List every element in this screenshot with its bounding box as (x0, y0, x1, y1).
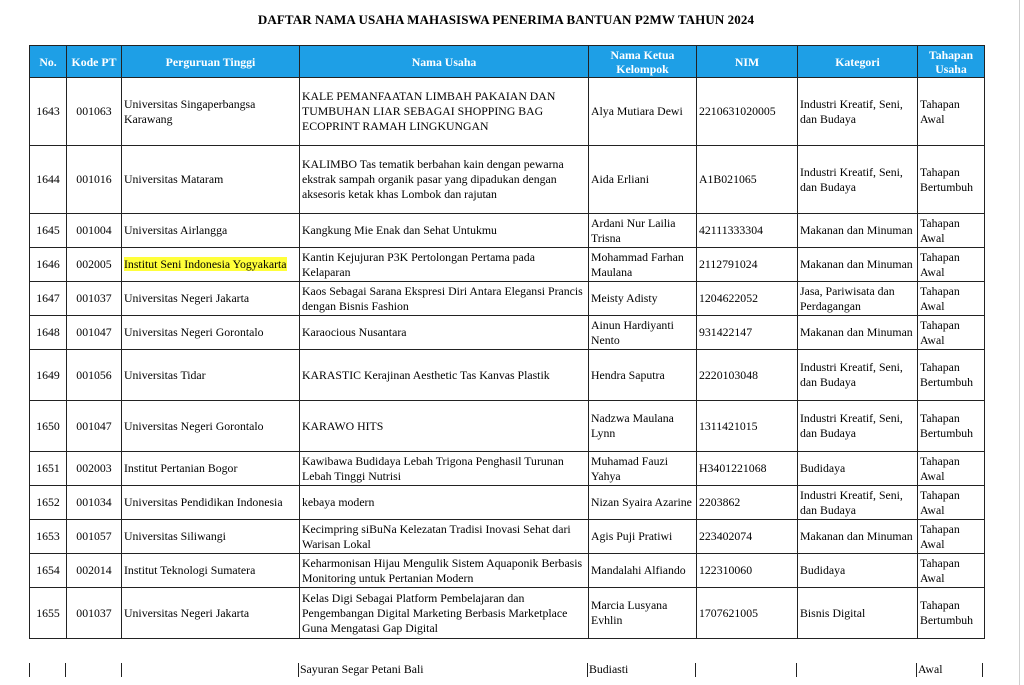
cell-kode: 001004 (67, 214, 122, 248)
cell-usaha: Kelas Digi Sebagai Platform Pembelajaran dan Pengembangan Digital Marketing Berbasis Marketplace Guna Mengatasi Gap Digital (300, 588, 589, 639)
cell-pt: Universitas Negeri Gorontalo (122, 316, 300, 350)
col-header-tahapan: Tahapan Usaha (918, 46, 985, 78)
partial-cell-ketua: Budiasti (589, 662, 629, 676)
cell-no: 1643 (30, 78, 67, 146)
cell-tahapan: Tahapan Awal (918, 486, 985, 520)
cell-usaha: KALIMBO Tas tematik berbahan kain dengan pewarna ekstrak sampah organik pasar yang dipadukan dengan aksesoris ketak khas Lombok dan rajutan (300, 146, 589, 214)
cell-tahapan: Tahapan Awal (918, 316, 985, 350)
cell-no: 1648 (30, 316, 67, 350)
cell-ketua: Meisty Adisty (589, 282, 697, 316)
data-table (29, 45, 985, 639)
cell-tahapan: Tahapan Awal (918, 452, 985, 486)
cell-tahapan: Tahapan Awal (918, 214, 985, 248)
cell-nim: 2112791024 (697, 248, 798, 282)
cell-tahapan: Tahapan Awal (918, 78, 985, 146)
cell-no: 1654 (30, 554, 67, 588)
col-header-kategori: Kategori (798, 46, 918, 78)
table-row (30, 486, 985, 520)
cell-kategori: Budidaya (798, 554, 918, 588)
col-header-nama-ketua: Nama Ketua Kelompok (589, 46, 697, 78)
cell-pt: Universitas Pendidikan Indonesia (122, 486, 300, 520)
cell-tahapan: Tahapan Bertumbuh (918, 588, 985, 639)
col-header-nama-usaha: Nama Usaha (300, 46, 589, 78)
cell-ketua: Ardani Nur Lailia Trisna (589, 214, 697, 248)
cell-usaha: KALE PEMANFAATAN LIMBAH PAKAIAN DAN TUMBUHAN LIAR SEBAGAI SHOPPING BAG ECOPRINT RAMAH LINGKUNGAN (300, 78, 589, 146)
column-divider (695, 663, 696, 677)
cell-ketua: Aida Erliani (589, 146, 697, 214)
cell-no: 1649 (30, 350, 67, 401)
cell-tahapan: Tahapan Awal (918, 248, 985, 282)
cell-usaha: Karaocious Nusantara (300, 316, 589, 350)
cell-pt: Institut Pertanian Bogor (122, 452, 300, 486)
cell-usaha: Kaos Sebagai Sarana Ekspresi Diri Antara Elegansi Prancis dengan Bisnis Fashion (300, 282, 589, 316)
cell-nim: 42111333304 (697, 214, 798, 248)
cell-tahapan: Tahapan Bertumbuh (918, 401, 985, 452)
table-row (30, 248, 985, 282)
cell-kategori: Makanan dan Minuman (798, 248, 918, 282)
cell-tahapan: Tahapan Bertumbuh (918, 350, 985, 401)
cell-kode: 002014 (67, 554, 122, 588)
cell-kategori: Makanan dan Minuman (798, 214, 918, 248)
cell-no: 1647 (30, 282, 67, 316)
cell-kategori: Budidaya (798, 452, 918, 486)
table-row (30, 146, 985, 214)
document-title: DAFTAR NAMA USAHA MAHASISWA PENERIMA BANTUAN P2MW TAHUN 2024 (257, 12, 755, 27)
cell-no: 1644 (30, 146, 67, 214)
cell-ketua: Nadzwa Maulana Lynn (589, 401, 697, 452)
table-row (30, 350, 985, 401)
cell-no: 1650 (30, 401, 67, 452)
cell-no: 1646 (30, 248, 67, 282)
partial-cell-usaha: Sayuran Segar Petani Bali (300, 662, 424, 676)
cell-kode: 001037 (67, 588, 122, 639)
cell-pt (122, 248, 300, 282)
cell-nim: 2220103048 (697, 350, 798, 401)
cell-usaha: Kantin Kejujuran P3K Pertolongan Pertama pada Kelaparan (300, 248, 589, 282)
column-divider (29, 663, 30, 677)
cell-usaha: Keharmonisan Hijau Mengulik Sistem Aquaponik Berbasis Monitoring untuk Pertanian Modern (300, 554, 589, 588)
cell-usaha: KARAWO HITS (300, 401, 589, 452)
cell-ketua: Agis Puji Pratiwi (589, 520, 697, 554)
cell-pt: Universitas Tidar (122, 350, 300, 401)
cell-nim: 1311421015 (697, 401, 798, 452)
cell-nim: 223402074 (697, 520, 798, 554)
col-header-perguruan-tinggi: Perguruan Tinggi (122, 46, 300, 78)
cell-pt: Universitas Siliwangi (122, 520, 300, 554)
cell-ketua: Mohammad Farhan Maulana (589, 248, 697, 282)
cell-kategori: Makanan dan Minuman (798, 520, 918, 554)
cell-tahapan: Tahapan Awal (918, 282, 985, 316)
cell-ketua: Nizan Syaira Azarine (589, 486, 697, 520)
table-row (30, 214, 985, 248)
table-row (30, 554, 985, 588)
table-row (30, 520, 985, 554)
cell-kategori: Industri Kreatif, Seni, dan Budaya (798, 146, 918, 214)
cell-pt: Universitas Airlangga (122, 214, 300, 248)
cell-kode: 002003 (67, 452, 122, 486)
cell-kategori: Makanan dan Minuman (798, 316, 918, 350)
cell-ketua: Muhamad Fauzi Yahya (589, 452, 697, 486)
cell-kode: 001016 (67, 146, 122, 214)
cell-nim: 1707621005 (697, 588, 798, 639)
col-header-nim: NIM (697, 46, 798, 78)
cell-pt: Institut Teknologi Sumatera (122, 554, 300, 588)
cell-no: 1652 (30, 486, 67, 520)
column-divider (65, 663, 66, 677)
cell-pt: Universitas Negeri Gorontalo (122, 401, 300, 452)
column-divider (298, 663, 299, 677)
cell-kode: 001047 (67, 316, 122, 350)
cell-usaha: kebaya modern (300, 486, 589, 520)
cell-usaha: Kecimpring siBuNa Kelezatan Tradisi Inovasi Sehat dari Warisan Lokal (300, 520, 589, 554)
header-row (30, 46, 985, 78)
cell-usaha: Kawibawa Budidaya Lebah Trigona Penghasil Turunan Lebah Tinggi Nutrisi (300, 452, 589, 486)
cell-no: 1645 (30, 214, 67, 248)
cell-nim: 2203862 (697, 486, 798, 520)
column-divider (916, 663, 917, 677)
cell-nim: H3401221068 (697, 452, 798, 486)
cell-no: 1653 (30, 520, 67, 554)
cell-kategori: Industri Kreatif, Seni, dan Budaya (798, 401, 918, 452)
cell-kategori: Industri Kreatif, Seni, dan Budaya (798, 486, 918, 520)
cell-kategori: Industri Kreatif, Seni, dan Budaya (798, 350, 918, 401)
table-row (30, 452, 985, 486)
cell-kode: 002005 (67, 248, 122, 282)
cell-pt: Universitas Negeri Jakarta (122, 282, 300, 316)
cell-ketua: Ainun Hardiyanti Nento (589, 316, 697, 350)
table-row (30, 588, 985, 639)
partial-cell-tahapan: Awal (918, 662, 943, 676)
cell-nim: 931422147 (697, 316, 798, 350)
cell-ketua: Alya Mutiara Dewi (589, 78, 697, 146)
cell-ketua: Hendra Saputra (589, 350, 697, 401)
partial-next-row (29, 659, 984, 685)
table-row (30, 282, 985, 316)
cell-kode: 001063 (67, 78, 122, 146)
cell-no: 1655 (30, 588, 67, 639)
table-row (30, 78, 985, 146)
cell-ketua: Marcia Lusyana Evhlin (589, 588, 697, 639)
highlighted-text: Institut Seni Indonesia Yogyakarta (124, 257, 287, 271)
cell-no: 1651 (30, 452, 67, 486)
cell-nim: 2210631020005 (697, 78, 798, 146)
column-divider (587, 663, 588, 677)
cell-pt: Universitas Singaperbangsa Karawang (122, 78, 300, 146)
column-divider (982, 663, 983, 677)
cell-usaha: Kangkung Mie Enak dan Sehat Untukmu (300, 214, 589, 248)
cell-ketua: Mandalahi Alfiando (589, 554, 697, 588)
cell-nim: 122310060 (697, 554, 798, 588)
cell-kode: 001056 (67, 350, 122, 401)
cell-kategori: Bisnis Digital (798, 588, 918, 639)
cell-kode: 001037 (67, 282, 122, 316)
table-row (30, 401, 985, 452)
cell-kode: 001047 (67, 401, 122, 452)
table-row (30, 316, 985, 350)
cell-nim: 1204622052 (697, 282, 798, 316)
cell-kategori: Jasa, Pariwisata dan Perdagangan (798, 282, 918, 316)
column-divider (796, 663, 797, 677)
cell-kategori: Industri Kreatif, Seni, dan Budaya (798, 78, 918, 146)
cell-usaha: KARASTIC Kerajinan Aesthetic Tas Kanvas Plastik (300, 350, 589, 401)
cell-pt: Universitas Negeri Jakarta (122, 588, 300, 639)
cell-pt: Universitas Mataram (122, 146, 300, 214)
cell-tahapan: Tahapan Awal (918, 554, 985, 588)
cell-tahapan: Tahapan Awal (918, 520, 985, 554)
cell-kode: 001034 (67, 486, 122, 520)
cell-nim: A1B021065 (697, 146, 798, 214)
col-header-kode-pt: Kode PT (67, 46, 122, 78)
page-edge (1019, 0, 1020, 685)
cell-tahapan: Tahapan Bertumbuh (918, 146, 985, 214)
column-divider (121, 663, 122, 677)
col-header-no: No. (30, 46, 67, 78)
cell-kode: 001057 (67, 520, 122, 554)
